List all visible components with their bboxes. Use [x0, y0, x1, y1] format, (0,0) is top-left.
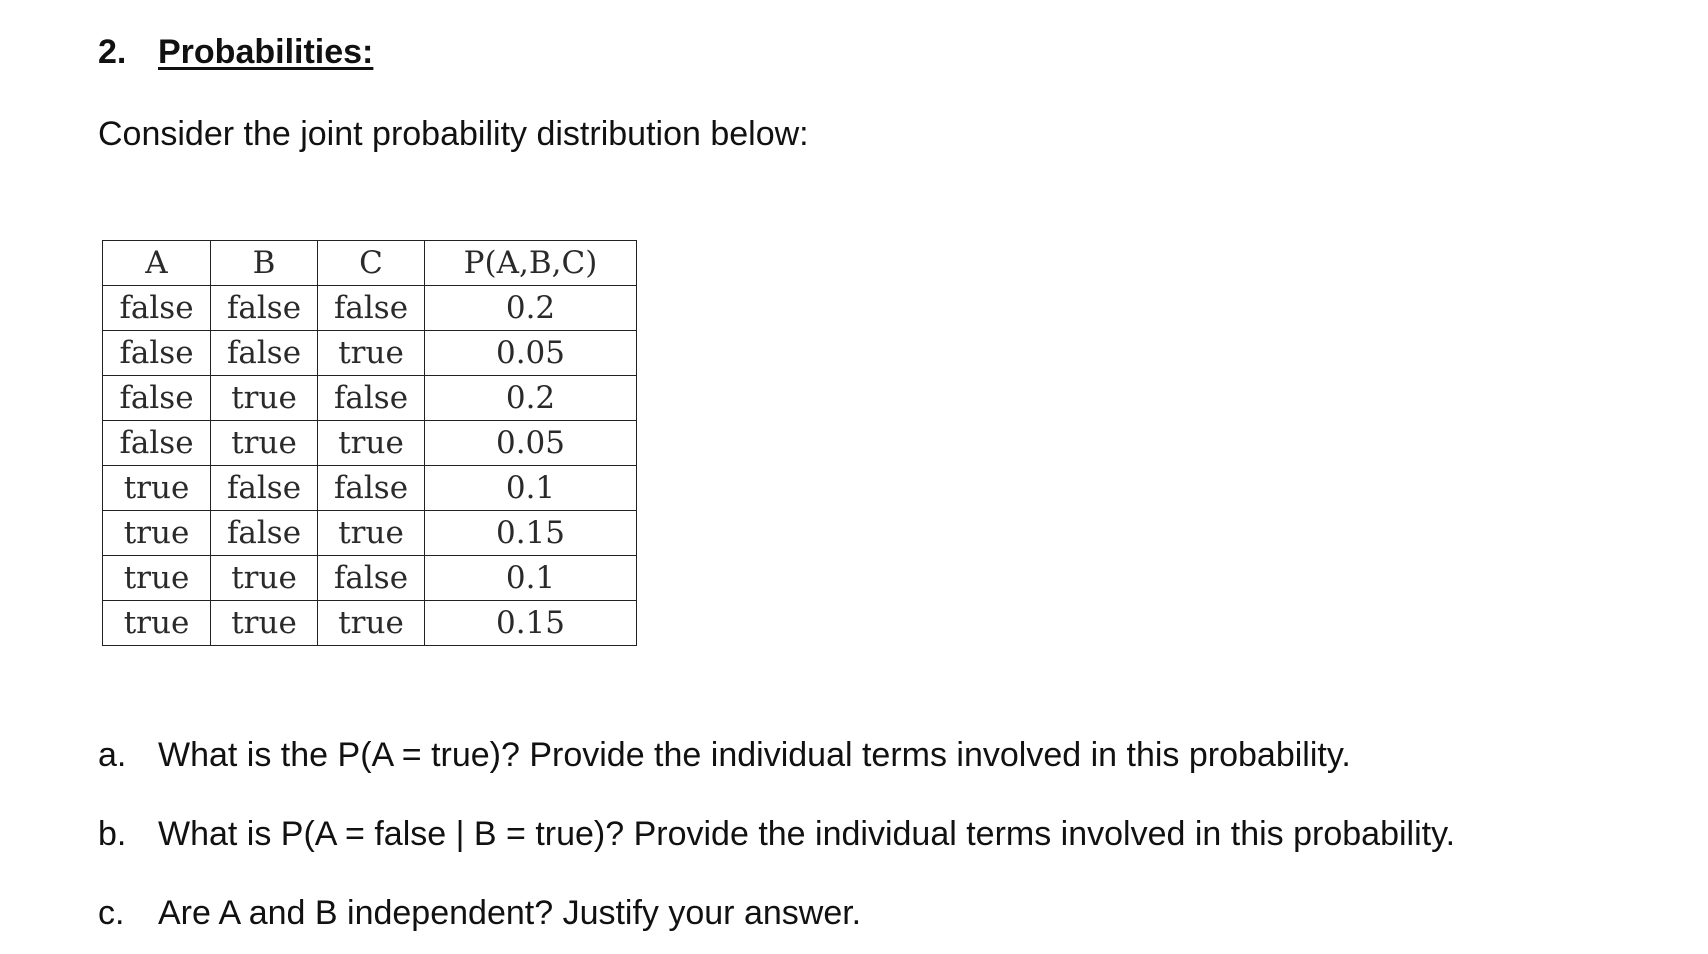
cell-c: false: [318, 466, 425, 511]
header-cell-a: A: [103, 241, 211, 286]
table-header-row: [103, 241, 637, 286]
table-row: [103, 511, 637, 556]
cell-c: false: [318, 376, 425, 421]
cell-c: false: [318, 286, 425, 331]
question-text: Are A and B independent? Justify your answer.: [158, 894, 862, 932]
header-cell-b: B: [211, 241, 318, 286]
table-row: [103, 466, 637, 511]
question-a: [98, 733, 1351, 777]
table-row: [103, 286, 637, 331]
cell-c: true: [318, 601, 425, 646]
cell-c: true: [318, 331, 425, 376]
cell-c: true: [318, 511, 425, 556]
cell-probability: 0.05: [425, 421, 637, 466]
cell-a: false: [103, 376, 211, 421]
cell-a: true: [103, 556, 211, 601]
table-row: [103, 376, 637, 421]
section-number: 2.: [98, 33, 127, 71]
cell-b: true: [211, 556, 318, 601]
cell-probability: 0.1: [425, 466, 637, 511]
cell-c: false: [318, 556, 425, 601]
joint-probability-table: [102, 240, 637, 646]
section-title: Probabilities:: [158, 33, 374, 71]
cell-a: false: [103, 331, 211, 376]
question-text: What is the P(A = true)? Provide the individual terms involved in this probability.: [158, 736, 1351, 774]
cell-b: true: [211, 421, 318, 466]
table-row: [103, 556, 637, 601]
question-b: [98, 812, 1455, 856]
cell-a: true: [103, 466, 211, 511]
section-heading: [98, 30, 373, 74]
question-marker: b.: [98, 815, 127, 853]
cell-probability: 0.2: [425, 376, 637, 421]
intro-text: Consider the joint probability distribution below:: [98, 115, 809, 153]
question-text: What is P(A = false | B = true)? Provide the individual terms involved in this probability.: [158, 815, 1456, 853]
header-cell-c: C: [318, 241, 425, 286]
question-marker: a.: [98, 736, 127, 774]
cell-b: false: [211, 466, 318, 511]
cell-probability: 0.15: [425, 511, 637, 556]
cell-probability: 0.15: [425, 601, 637, 646]
cell-a: true: [103, 601, 211, 646]
cell-a: true: [103, 511, 211, 556]
table-row: [103, 421, 637, 466]
cell-b: false: [211, 286, 318, 331]
cell-probability: 0.05: [425, 331, 637, 376]
cell-a: false: [103, 421, 211, 466]
question-marker: c.: [98, 894, 125, 932]
cell-b: true: [211, 601, 318, 646]
cell-probability: 0.1: [425, 556, 637, 601]
cell-c: true: [318, 421, 425, 466]
cell-b: false: [211, 511, 318, 556]
cell-b: false: [211, 331, 318, 376]
header-cell-probability: P(A,B,C): [425, 241, 637, 286]
cell-a: false: [103, 286, 211, 331]
cell-probability: 0.2: [425, 286, 637, 331]
question-c: [98, 891, 861, 935]
table-row: [103, 331, 637, 376]
table-row: [103, 601, 637, 646]
cell-b: true: [211, 376, 318, 421]
